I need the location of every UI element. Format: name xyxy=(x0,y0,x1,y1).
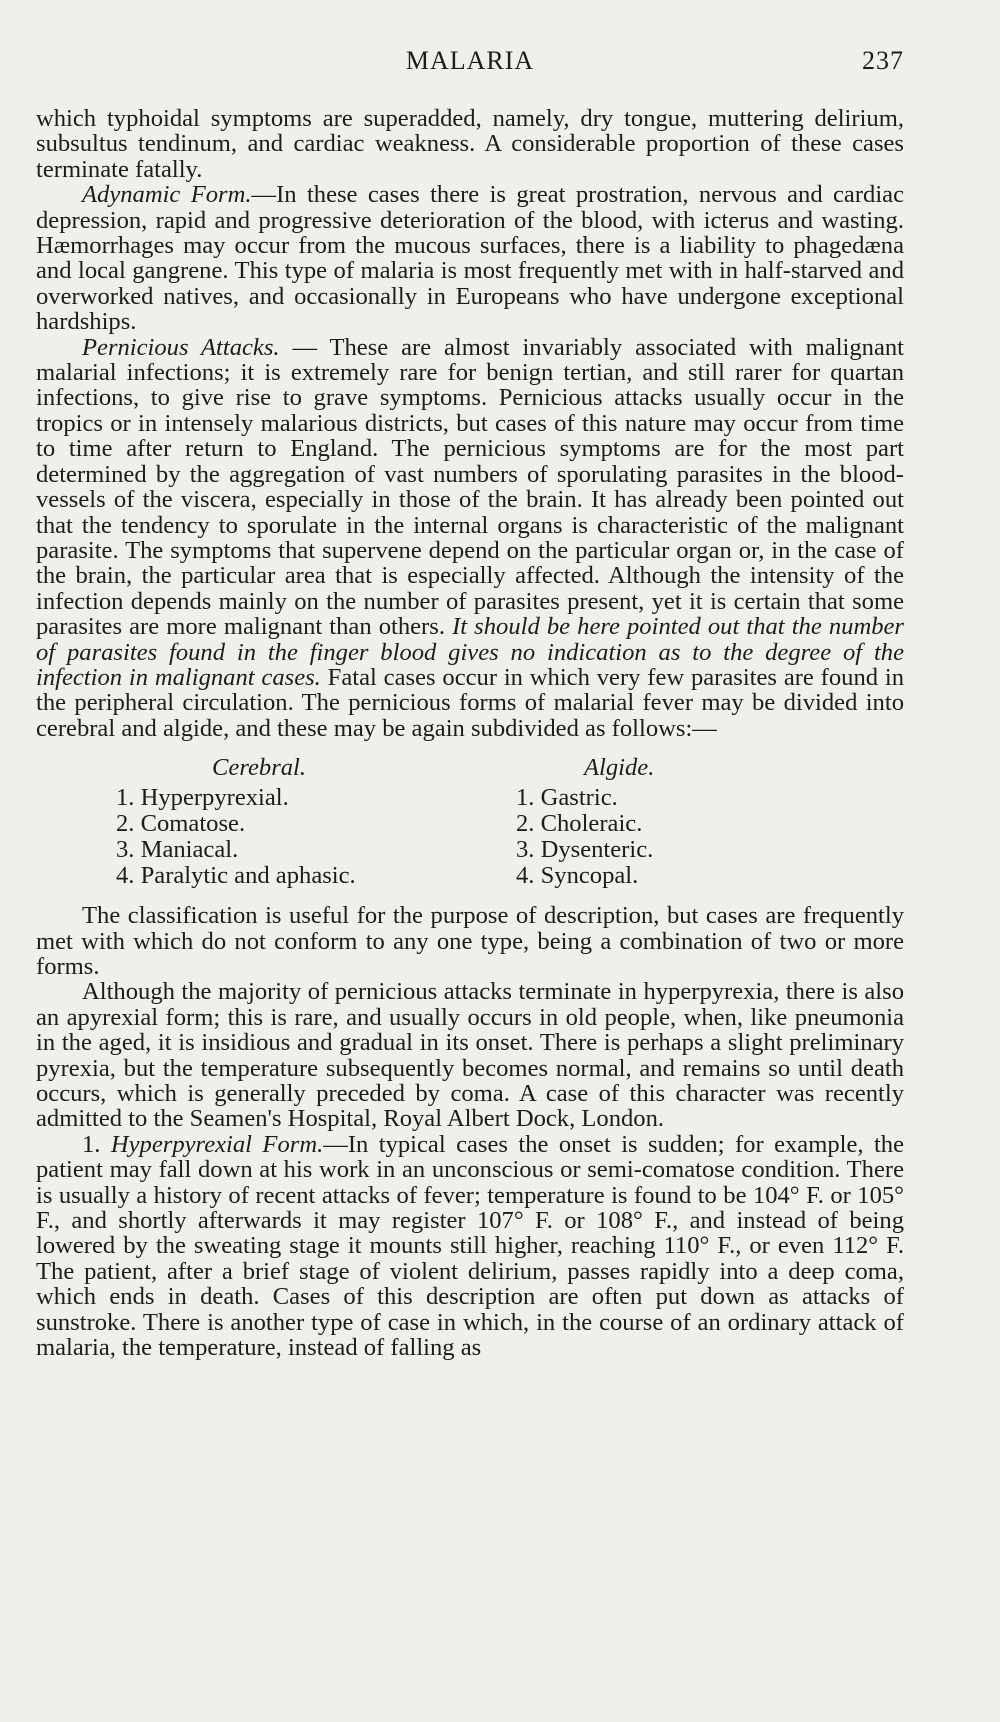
paragraph-text: Although the majority of pernicious attacks terminate in hyperpyrexia, there is also an apyrexial form; this is rare, and usually occurs in old people, when, like pneumonia in the aged, it is insidious and gradual in its onset. There is perhaps a slight preliminary pyrexia, but the temperature subsequently becomes normal, and remains so until death occurs, which is generally preceded by coma. A case of this character was recently admitted to the Seamen's Hospital, Royal Albert Dock, London. xyxy=(36,978,904,1133)
paragraph-apyrexial-form xyxy=(36,979,904,1131)
classification-table xyxy=(36,755,904,889)
list-item: 3. Dysenteric. xyxy=(516,836,654,864)
page-number: 237 xyxy=(862,46,904,75)
paragraph-number: 1. xyxy=(82,1130,111,1158)
algide-column xyxy=(506,755,654,889)
page-header xyxy=(36,46,904,86)
list-item: 1. Gastric. xyxy=(516,784,618,812)
list-item: 4. Paralytic and aphasic. xyxy=(116,862,356,890)
algide-heading: Algide. xyxy=(584,754,655,782)
cerebral-column xyxy=(36,755,506,889)
list-item: 1. Hyperpyrexial. xyxy=(116,784,289,812)
cerebral-heading: Cerebral. xyxy=(212,754,307,782)
paragraph-adynamic-form xyxy=(36,182,904,334)
paragraph-text: Fatal cases occur in which very few parasites are found in the peripheral circulation. The pernicious forms of malarial fever may be divided into cerebral and algide, and these may be again subdivided as follows:— xyxy=(36,663,905,742)
paragraph-typhoidal xyxy=(36,106,904,182)
paragraph-pernicious-attacks xyxy=(36,335,904,742)
body-text xyxy=(36,106,904,1360)
italic-emphasis: It should be here pointed out that the number of parasites found in the finger blood gives no indication as to the degree of the infection in malignant cases. xyxy=(36,613,904,691)
paragraph-text: which typhoidal symptoms are superadded, namely, dry tongue, muttering delirium, subsultus tendinum, and cardiac weakness. A considerable proportion of these cases terminate fatally. xyxy=(36,105,904,183)
paragraph-classification-note xyxy=(36,903,904,979)
list-item: 3. Maniacal. xyxy=(116,836,239,864)
section-heading-adynamic: Adynamic Form. xyxy=(82,181,252,209)
paragraph-text: — These are almost invariably associated with malignant malarial infections; it is extremely rare for benign tertian, and still rarer for quartan infections, to give rise to grave symptoms. Pernicious attacks usually occur in the tropics or in intensely malarious districts, but cases of this nature may occur from time to time after return to England. The pernicious symptoms are for the most part determined by the aggregation of vast numbers of sporulating parasites in the blood-vessels of the viscera, especially in those of the brain. It has already been pointed out that the tendency to sporulate in the internal organs is characteristic of the malignant parasite. The symptoms that supervene depend on the particular organ or, in the case of the brain, the particular area that is especially affected. Although the intensity of the infection depends mainly on the number of parasites present, yet it is certain that some parasites are more malignant than others. xyxy=(36,333,904,641)
list-item: 2. Comatose. xyxy=(116,810,246,838)
section-heading-hyperpyrexial: Hyperpyrexial Form. xyxy=(110,1130,324,1158)
paragraph-text: —In typical cases the onset is sudden; for example, the patient may fall down at his work in an unconscious or semi-comatose condition. There is usually a history of recent attacks of fever; temperature is found to be 104° F. or 105° F., and shortly afterwards it may register 107° F. or 108° F., and instead of being lowered by the sweating stage it mounts still higher, reaching 110° F., or even 112° F. The patient, after a brief stage of violent delirium, passes rapidly into a deep coma, which ends in death. Cases of this description are often put down as attacks of sunstroke. There is another type of case in which, in the course of an ordinary attack of malaria, the temperature, instead of falling as xyxy=(36,1130,905,1362)
paragraph-text: The classification is useful for the purpose of description, but cases are frequently met with which do not conform to any one type, being a combination of two or more forms. xyxy=(36,902,904,980)
algide-list xyxy=(516,785,654,889)
running-title: MALARIA xyxy=(405,46,535,75)
paragraph-text: —In these cases there is great prostration, nervous and cardiac depression, rapid and progressive deterioration of the blood, with icterus and wasting. Hæmorrhages may occur from the mucous surfaces, there is a liability to phagedæna and local gangrene. This type of malaria is most frequently met with in half-starved and overworked natives, and occasionally in Europeans who have undergone exceptional hardships. xyxy=(36,181,904,336)
cerebral-list xyxy=(116,785,506,889)
list-item: 4. Syncopal. xyxy=(516,862,639,890)
list-item: 2. Choleraic. xyxy=(516,810,643,838)
section-heading-pernicious: Pernicious Attacks. xyxy=(82,333,280,361)
paragraph-hyperpyrexial-form xyxy=(36,1132,904,1361)
